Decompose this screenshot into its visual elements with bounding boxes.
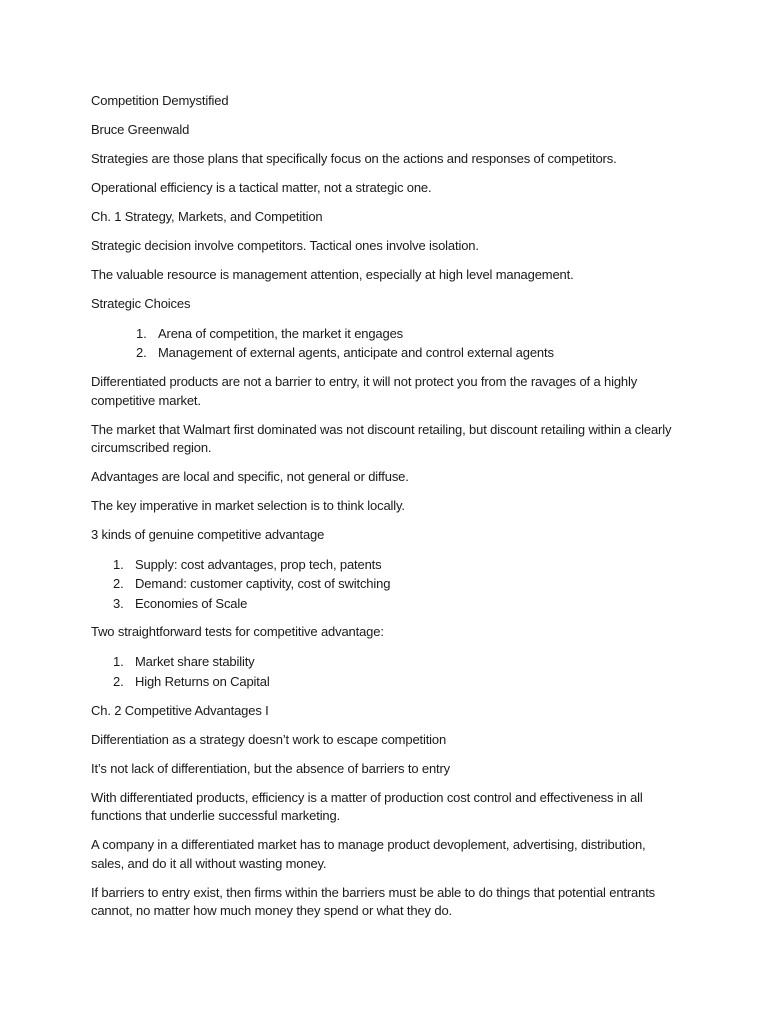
list-item: [91, 594, 681, 613]
list-item: [91, 343, 681, 362]
paragraph: 3 kinds of genuine competitive advantage: [91, 527, 325, 543]
paragraph: Strategic Choices: [91, 296, 191, 311]
paragraph: The key imperative in market selection is to think locally.: [91, 498, 405, 514]
list-item-text: Management of external agents, anticipate and control external agents: [158, 345, 554, 361]
list-item: [91, 574, 681, 593]
list-item-text: Economies of Scale: [135, 595, 248, 611]
list-item-number: 1.: [136, 326, 147, 341]
list-item: [91, 324, 681, 343]
list-item-number: 1.: [113, 654, 124, 670]
list-item-text: Demand: customer captivity, cost of switching: [135, 576, 391, 592]
list-item-text: High Returns on Capital: [135, 673, 270, 689]
paragraph: A company in a differentiated market has to manage product devoplement, advertising, distribution, sales, and do it all without wasting money.: [91, 837, 646, 871]
list-item-text: Market share stability: [135, 654, 255, 670]
list-item-text: Arena of competition, the market it engages: [158, 326, 404, 341]
list-item-number: 2.: [136, 345, 147, 361]
list-item-number: 2.: [113, 576, 124, 592]
paragraph: The market that Walmart first dominated was not discount retailing, but discount retailing within a clearly circumscribed region.: [91, 421, 672, 456]
numbered-list: [91, 555, 681, 613]
document-body: [91, 92, 681, 931]
list-item: [91, 652, 681, 671]
paragraph: If barriers to entry exist, then firms within the barriers must be able to do things that potential entrants cannot, no matter how much money they spend or what they do.: [91, 884, 656, 919]
paragraph: Ch. 1 Strategy, Markets, and Competition: [91, 209, 323, 224]
paragraph: It’s not lack of differentiation, but the absence of barriers to entry: [91, 760, 451, 776]
paragraph: Differentiation as a strategy doesn’t work to escape competition: [91, 731, 447, 747]
paragraph: Ch. 2 Competitive Advantages I: [91, 702, 269, 718]
paragraph: Two straightforward tests for competitive advantage:: [91, 624, 384, 640]
list-item: [91, 672, 681, 691]
paragraph: Bruce Greenwald: [91, 122, 190, 137]
list-item-number: 2.: [113, 673, 124, 689]
paragraph: Differentiated products are not a barrier to entry, it will not protect you from the ravages of a highly competitive market.: [91, 374, 638, 408]
paragraph: Operational efficiency is a tactical matter, not a strategic one.: [91, 180, 432, 195]
paragraph: Competition Demystified: [91, 93, 229, 108]
list-item-text: Supply: cost advantages, prop tech, patents: [135, 557, 382, 573]
paragraph: Strategic decision involve competitors. Tactical ones involve isolation.: [91, 238, 479, 253]
paragraph: Strategies are those plans that specifically focus on the actions and responses of competitors.: [91, 151, 617, 166]
paragraph: With differentiated products, efficiency is a matter of production cost control and effectiveness in all functions that underlie successful marketing.: [91, 789, 643, 824]
paragraph: The valuable resource is management attention, especially at high level management.: [91, 267, 574, 282]
numbered-list: [91, 652, 681, 691]
list-item-number: 1.: [113, 557, 124, 573]
list-item-number: 3.: [113, 595, 124, 611]
paragraph: Advantages are local and specific, not general or diffuse.: [91, 469, 409, 485]
list-item: [91, 555, 681, 574]
numbered-list: [91, 324, 681, 363]
